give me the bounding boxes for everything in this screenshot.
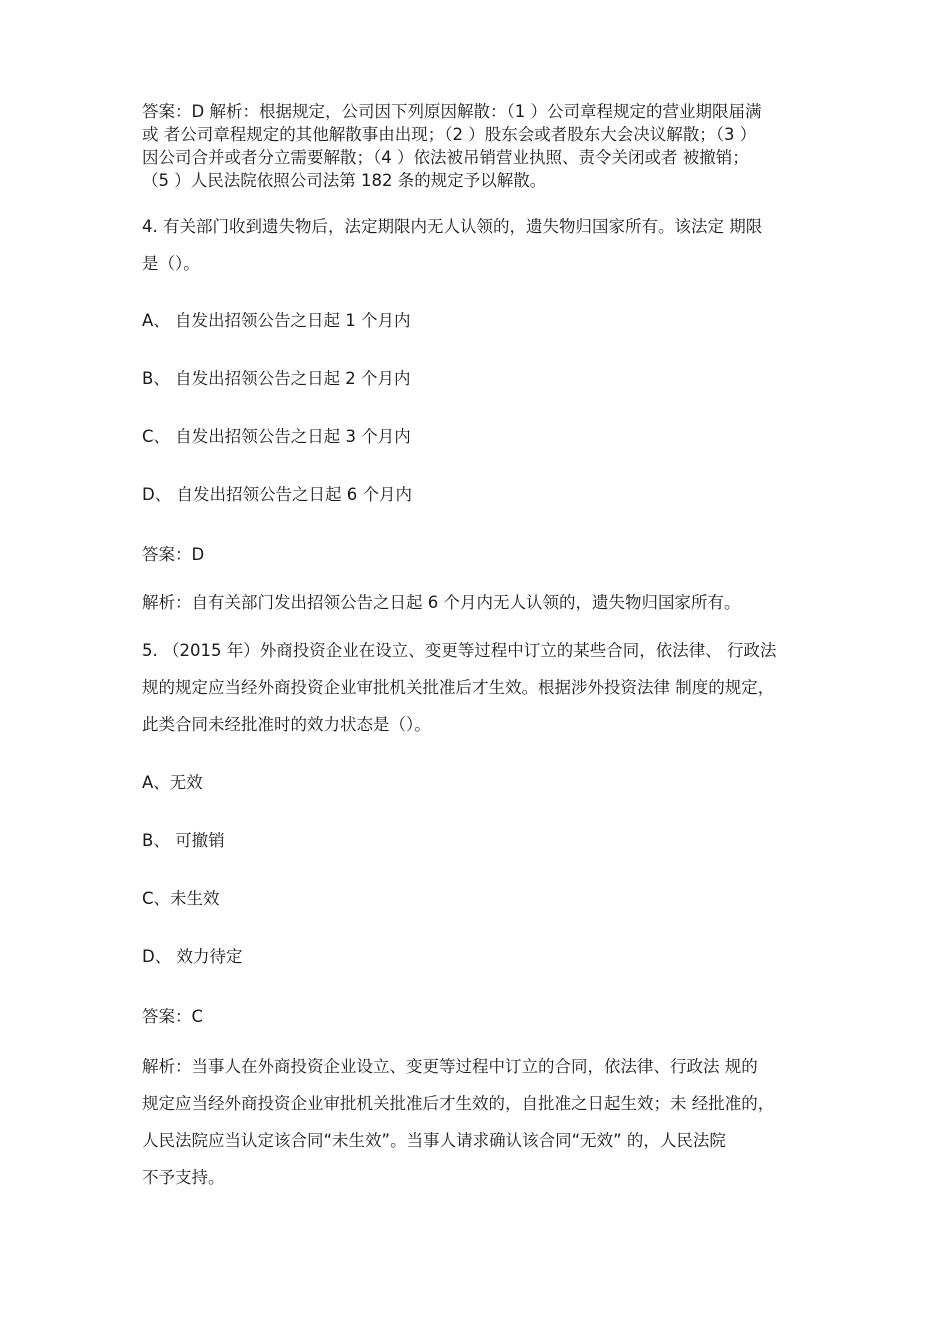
q3-analysis-line: （5 ）人民法院依照公司法第 182 条的规定予以解散。 xyxy=(142,171,547,190)
q5-question-line: 此类合同未经批准时的效力状态是（）。 xyxy=(142,715,431,734)
q5-option-a: A、无效 xyxy=(142,773,203,792)
q5-option-b: B、 可撤销 xyxy=(142,831,225,850)
q5-question-line: 规的规定应当经外商投资企业审批机关批准后才生效。根据涉外投资法律 制度的规定， xyxy=(142,678,775,697)
q5-analysis-line: 规定应当经外商投资企业审批机关批准后才生效的，自批准之日起生效；未 经批准的， xyxy=(142,1094,775,1113)
q4-question-line: 是（）。 xyxy=(142,254,200,273)
q5-question-line: 5. （2015 年）外商投资企业在设立、变更等过程中订立的某些合同，依法律、 行政法 xyxy=(142,641,777,660)
q5-question xyxy=(142,632,822,743)
q5-option-d: D、 效力待定 xyxy=(142,947,243,966)
q3-analysis-line: 答案：D 解析：根据规定，公司因下列原因解散：（1 ）公司章程规定的营业期限届满 xyxy=(142,102,762,121)
q4-answer: 答案：D xyxy=(142,545,205,564)
q5-analysis xyxy=(142,1048,822,1196)
q5-answer: 答案：C xyxy=(142,1007,204,1026)
q4-question xyxy=(142,208,822,282)
q3-analysis xyxy=(142,100,822,192)
q4-question-line: 4. 有关部门收到遗失物后，法定期限内无人认领的，遗失物归国家所有。该法定 期限 xyxy=(142,217,763,236)
q4-analysis: 解析：自有关部门发出招领公告之日起 6 个月内无人认领的，遗失物归国家所有。 xyxy=(142,593,741,612)
q5-option-c: C、未生效 xyxy=(142,889,220,908)
q5-analysis-line: 不予支持。 xyxy=(142,1168,225,1187)
q5-analysis-line: 解析：当事人在外商投资企业设立、变更等过程中订立的合同，依法律、行政法 规的 xyxy=(142,1057,758,1076)
q4-option-b: B、 自发出招领公告之日起 2 个月内 xyxy=(142,369,411,388)
q3-analysis-line: 或 者公司章程规定的其他解散事由出现；（2 ）股东会或者股东大会决议解散；（3 ） xyxy=(142,125,757,144)
q4-option-c: C、 自发出招领公告之日起 3 个月内 xyxy=(142,427,411,446)
q4-option-a: A、 自发出招领公告之日起 1 个月内 xyxy=(142,311,411,330)
q3-analysis-line: 因公司合并或者分立需要解散；（4 ）依法被吊销营业执照、责令关闭或者 被撤销； xyxy=(142,148,749,167)
q4-option-d: D、 自发出招领公告之日起 6 个月内 xyxy=(142,485,412,504)
q5-analysis-line: 人民法院应当认定该合同“未生效”。当事人请求确认该合同“无效” 的，人民法院 xyxy=(142,1131,726,1150)
